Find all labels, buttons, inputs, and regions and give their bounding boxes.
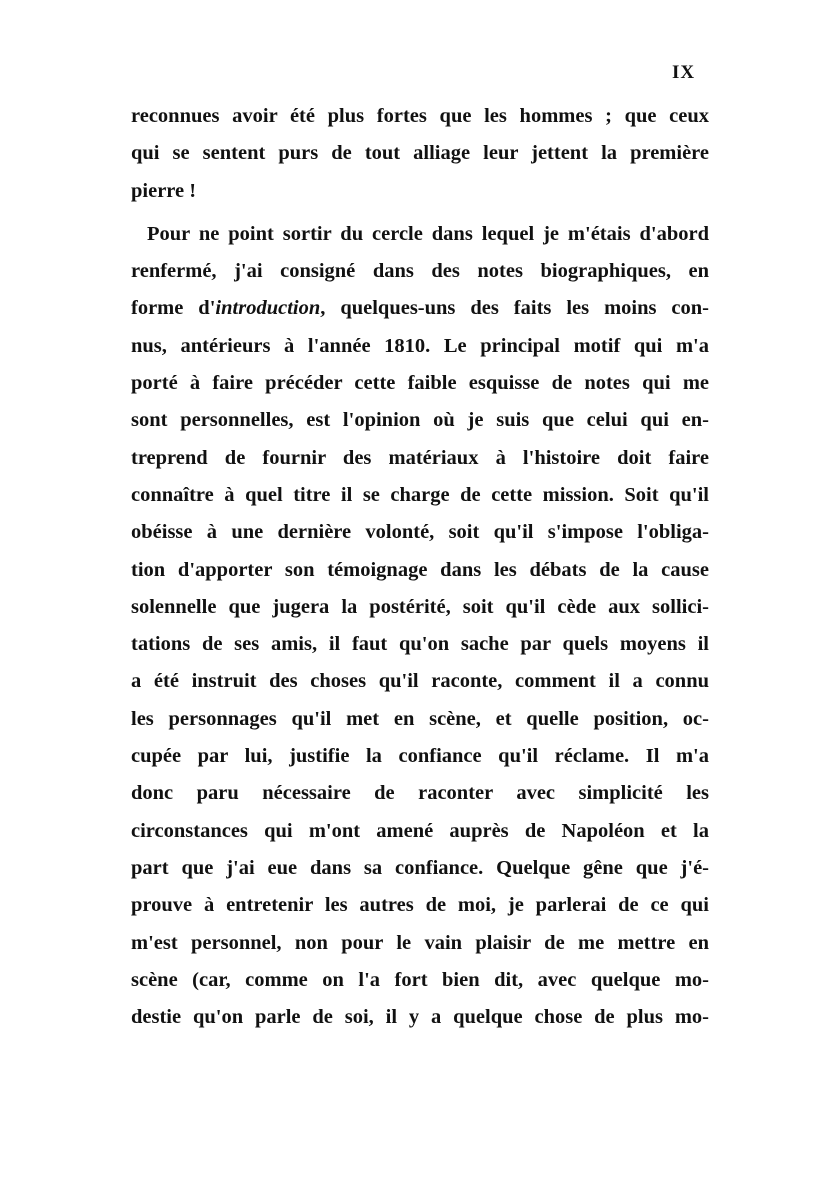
text-line: scène (car, comme on l'a fort bien dit, avec quelque mo- <box>131 968 709 991</box>
text-line: prouve à entretenir les autres de moi, je parlerai de ce qui <box>131 894 709 917</box>
text-line: renfermé, j'ai consigné dans des notes biographiques, en <box>131 260 709 283</box>
text-line: porté à faire précéder cette faible esquisse de notes qui me <box>131 372 709 395</box>
text-line: les personnages qu'il met en scène, et quelle position, oc- <box>131 707 709 730</box>
text-line: m'est personnel, non pour le vain plaisir de me mettre en <box>131 931 709 954</box>
text-line: forme d'introduction, quelques-uns des faits les moins con- <box>131 297 709 320</box>
text-line: circonstances qui m'ont amené auprès de Napoléon et la <box>131 819 709 842</box>
body-text <box>131 98 709 1036</box>
text-line: tations de ses amis, il faut qu'on sache par quels moyens il <box>131 633 709 656</box>
text-line: qui se sentent purs de tout alliage leur jettent la première <box>131 142 709 165</box>
text-line: nus, antérieurs à l'année 1810. Le principal motif qui m'a <box>131 334 709 357</box>
text-line: connaître à quel titre il se charge de cette mission. Soit qu'il <box>131 483 709 506</box>
text-line: Pour ne point sortir du cercle dans lequel je m'étais d'abord <box>147 222 709 245</box>
text-line: destie qu'on parle de soi, il y a quelque chose de plus mo- <box>131 1006 709 1029</box>
text-line: solennelle que jugera la postérité, soit qu'il cède aux sollici- <box>131 595 709 618</box>
text-line: part que j'ai eue dans sa confiance. Quelque gêne que j'é- <box>131 856 709 879</box>
text-line: reconnues avoir été plus fortes que les hommes ; que ceux <box>131 105 709 127</box>
text-line: sont personnelles, est l'opinion où je suis que celui qui en- <box>131 409 709 432</box>
text-line: treprend de fournir des matériaux à l'histoire doit faire <box>131 446 709 469</box>
text-line: a été instruit des choses qu'il raconte, comment il a connu <box>131 670 709 693</box>
italic-word: introduction <box>215 297 321 320</box>
paragraph-1 <box>131 98 709 210</box>
text-line: obéisse à une dernière volonté, soit qu'il s'impose l'obliga- <box>131 521 709 544</box>
text-line: cupée par lui, justifie la confiance qu'il réclame. Il m'a <box>131 745 709 768</box>
text-line: donc paru nécessaire de raconter avec simplicité les <box>131 782 709 805</box>
text-line: pierre ! <box>131 179 197 202</box>
paragraph-2 <box>131 216 709 1037</box>
page-number: IX <box>672 62 696 83</box>
text-line: tion d'apporter son témoignage dans les débats de la cause <box>131 558 709 581</box>
